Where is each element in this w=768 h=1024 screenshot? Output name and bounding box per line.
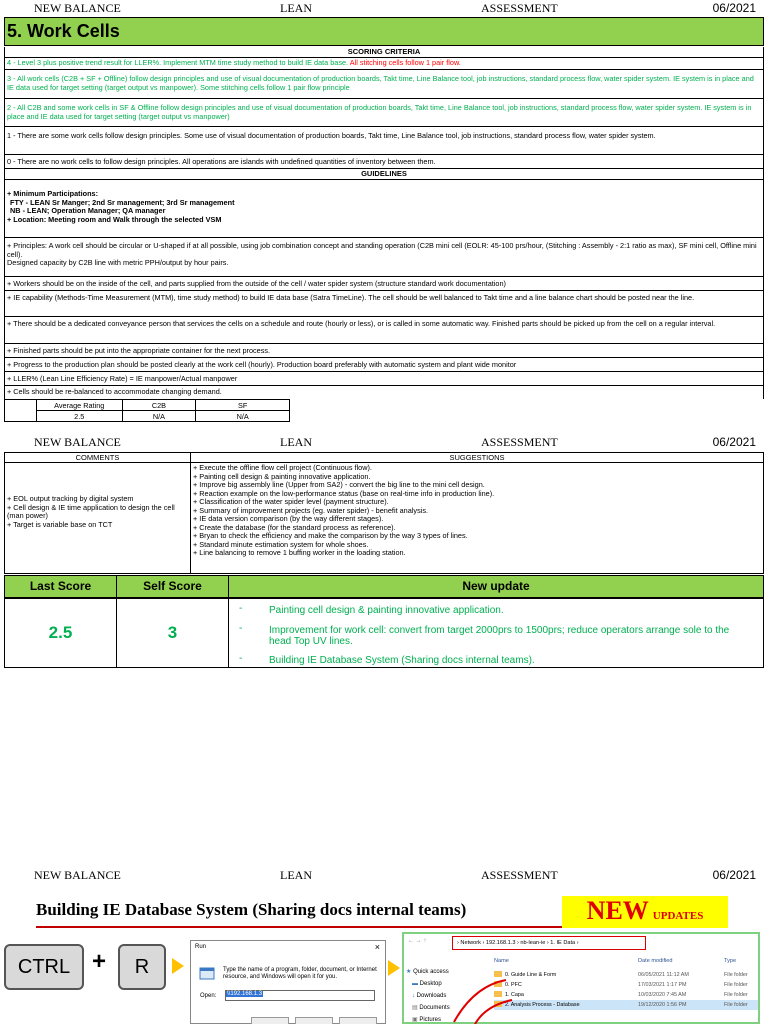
page-header-3 <box>0 867 768 883</box>
page-header <box>0 0 768 16</box>
cancel-button[interactable] <box>295 1017 333 1024</box>
bullet-dash-icon: - <box>239 603 243 614</box>
title-underline <box>36 926 562 928</box>
suggestion-item: + Summary of improvement projects (eg. water spider) - benefit analysis. <box>193 505 429 515</box>
document-icon: ▤ <box>412 1005 418 1011</box>
lean-label: LEAN <box>280 1 312 15</box>
date-label: 06/2021 <box>712 868 756 882</box>
rating-header-c2b: C2B <box>122 400 196 411</box>
dialog-buttons <box>251 1017 381 1024</box>
rating-header-row <box>5 400 290 411</box>
guideline-progress: + Progress to the production plan should be posted clearly at the work cell (hourly). Production board preferably with automatic system and plant wide monitor <box>4 358 764 372</box>
suggestion-item: + Bryan to check the efficiency and make the comparison by the way 3 types of lines. <box>193 531 468 540</box>
brand-label: NEW BALANCE <box>34 435 121 449</box>
file-explorer-window <box>402 932 760 1024</box>
comment-item: + Target is variable base on TCT <box>7 519 113 529</box>
sidebar-item-label: Downloads <box>416 993 447 999</box>
bullet-dash-icon: - <box>239 623 243 634</box>
update-text: Painting cell design & painting innovative application. <box>269 605 504 616</box>
file-date: 19/12/2020 1:56 PM <box>638 1002 687 1008</box>
new-update-heading: New update <box>228 575 764 598</box>
participations-line-1: + Minimum Participations: <box>7 189 99 198</box>
rating-header-average: Average Rating <box>36 400 122 411</box>
close-icon[interactable]: × <box>374 942 380 952</box>
column-name[interactable]: Name <box>494 958 509 964</box>
new-updates-badge <box>562 896 728 928</box>
page-header-2 <box>0 434 768 450</box>
lean-label: LEAN <box>280 435 312 449</box>
column-date[interactable]: Date modified <box>638 958 673 964</box>
comments-list <box>5 463 191 573</box>
r-key-icon: R <box>118 944 166 990</box>
assessment-label: ASSESSMENT <box>481 435 558 449</box>
update-text: Improvement for work cell: convert from target 2000prs to 1500prs; reduce operators arrange sole to the head Top UV lines. <box>269 625 730 647</box>
file-type: File folder <box>724 1002 748 1008</box>
badge-new-text: NEW <box>586 896 649 925</box>
suggestion-item: + Line balancing to remove 1 buffing worker in the loading station. <box>193 548 406 557</box>
comment-item: + Cell design & IE time application to design the cell (man power) <box>7 502 175 520</box>
guideline-workers: + Workers should be on the inside of the cell, and parts supplied from the outside of the cell / water spider system (structure standard work documentation) <box>4 277 764 291</box>
lean-label: LEAN <box>280 868 312 882</box>
self-score-value: 3 <box>116 598 229 668</box>
rating-sf-value: N/A <box>196 411 290 422</box>
desktop-icon: ▬ <box>412 981 418 987</box>
guideline-principles-text: + Principles: A work cell should be circular or U-shaped if at all possible, using job combination concept and standing operation (C2B mini cell (EOLR: 45-100 prs/hour, (Stitching : Assembly - 2:1 ratio as max), SF mini cell, Offline mini cell). <box>7 241 757 259</box>
sidebar-item-label: Pictures <box>419 1017 442 1023</box>
suggestion-item: + IE data version comparison (by the way different stages). <box>193 514 384 523</box>
rating-header-sf: SF <box>196 400 290 411</box>
comments-suggestions-table <box>4 452 764 574</box>
file-name: 2. Analysis Process - Database <box>505 1002 580 1008</box>
participations-line-4: + Location: Meeting room and Walk through the selected VSM <box>7 214 222 224</box>
bullet-dash-icon: - <box>239 653 243 664</box>
suggestion-item: + Painting cell design & painting innovative application. <box>193 471 371 481</box>
red-annotation-arrows <box>404 934 762 1024</box>
sidebar-item-label: Desktop <box>419 981 442 987</box>
suggestion-item: + Standard minute estimation system for whole shoes. <box>193 539 369 549</box>
criteria-level-3: 3 - All work cells (C2B + SF + Offline) follow design principles and use of visual documentation of production boards, Takt time, Line Balance tool, job instructions, standard process flow, water spider system. IE system is in place and IE data used for target setting (target output vs manpower). Some stitching cells follow 1 pair flow principle <box>4 70 764 99</box>
badge-updates-text: UPDATES <box>652 910 704 922</box>
column-type[interactable]: Type <box>724 958 737 964</box>
file-name: 1. Capa <box>505 992 524 998</box>
rating-c2b-value: N/A <box>122 411 196 422</box>
file-type: File folder <box>724 992 748 998</box>
ctrl-key-icon: CTRL <box>4 944 84 990</box>
last-score-heading: Last Score <box>4 575 117 598</box>
guideline-finished-parts: + Finished parts should be put into the appropriate container for the next process. <box>4 344 764 358</box>
file-date: 17/03/2021 1:17 PM <box>638 982 687 988</box>
assessment-label: ASSESSMENT <box>481 1 558 15</box>
rating-average-value: 2.5 <box>36 411 122 422</box>
section-title: 5. Work Cells <box>4 17 764 46</box>
sidebar-item-label: Documents <box>419 1005 450 1011</box>
date-label: 06/2021 <box>712 435 756 449</box>
participations-line-3: NB - LEAN; Operation Manager; QA manager <box>10 206 166 215</box>
guideline-participations <box>4 180 764 238</box>
picture-icon: ▣ <box>412 1017 418 1023</box>
brand-label: NEW BALANCE <box>34 1 121 15</box>
guideline-ller: + LLER% (Lean Line Efficiency Rate) = IE manpower/Actual manpower <box>4 372 764 386</box>
address-bar[interactable]: › Network › 192.168.1.3 › nb-lean-ie › 1. IE Data › <box>452 936 646 950</box>
open-label: Open: <box>200 993 217 999</box>
guidelines-heading: GUIDELINES <box>4 169 764 180</box>
open-input[interactable] <box>225 990 375 1001</box>
file-type: File folder <box>724 972 748 978</box>
self-score-heading: Self Score <box>116 575 229 598</box>
brand-label: NEW BALANCE <box>34 868 121 882</box>
file-type: File folder <box>724 982 748 988</box>
run-dialog <box>190 940 386 1024</box>
arrow-right-icon <box>172 958 184 974</box>
comment-item: + EOL output tracking by digital system <box>7 494 134 503</box>
suggestion-item: + Improve big assembly line (Upper from SA2) - convert the big line to the mini cell design. <box>193 480 485 489</box>
suggestion-item: + Reaction example on the low-performance status (base on real-time info in production line). <box>193 488 495 498</box>
sidebar-item-label: Quick access <box>413 969 449 975</box>
suggestion-item: + Classification of the water spider level (payment structure). <box>193 497 389 506</box>
suggestion-item: + Execute the offline flow cell project (Continuous flow). <box>193 463 372 472</box>
participations-line-2: FTY - LEAN Sr Manger; 2nd Sr management; 3rd Sr management <box>10 197 235 207</box>
suggestion-item: + Create the database (for the standard process as reference). <box>193 522 396 532</box>
guideline-principles <box>4 238 764 277</box>
guideline-ie-capability: + IE capability (Methods-Time Measurement (MTM), time study method) to build IE data base (Satra TimeLine). The cell should be well balanced to Takt time and a line balance chart should be posted near the line. <box>4 291 764 317</box>
suggestions-list <box>191 463 763 559</box>
new-update-list <box>228 598 764 668</box>
plus-icon: + <box>92 948 107 975</box>
rating-value-row <box>5 411 290 422</box>
download-icon: ↓ <box>412 993 415 999</box>
suggestions-heading: SUGGESTIONS <box>191 453 763 463</box>
update-text: Building IE Database System (Sharing docs internal teams). <box>269 655 535 666</box>
guideline-conveyance: + There should be a dedicated conveyance person that services the cells on a schedule and route (hourly or less), or is called in some automatic way. Finished parts should be picked up from the cell on a regular interval. <box>4 317 764 344</box>
criteria-level-0: 0 - There are no work cells to follow design principles. All operations are islands with undefined quantities of inventory between them. <box>4 155 764 169</box>
guideline-capacity-text: Designed capacity by C2B line with metric PPH/output by hour pairs. <box>7 258 229 267</box>
run-dialog-title: Run <box>195 944 207 950</box>
date-label: 06/2021 <box>712 1 756 15</box>
criteria-level-2: 2 - All C2B and some work cells in SF & Offline follow design principles and use of visual documentation of production boards, Takt time, Line Balance tool, job instructions, standard process flow, water spider system. IE system is in place and IE data used for target setting (target output vs manpower) <box>4 99 764 127</box>
criteria-level-1: 1 - There are some work cells follow design principles. Some use of visual documentation of production boards, Takt time, Line Balance tool, job instructions, standard process flow, water spider system. <box>4 127 764 155</box>
scoring-criteria-heading: SCORING CRITERIA <box>4 47 764 58</box>
run-dialog-description: Type the name of a program, folder, document, or Internet resource, and Windows will open it for you. <box>223 967 377 980</box>
arrow-right-icon <box>388 960 400 976</box>
open-input-value: \\192.168.1.3 <box>227 991 263 997</box>
rating-table <box>4 399 290 422</box>
run-icon <box>199 967 215 981</box>
browse-button[interactable] <box>339 1017 377 1024</box>
criteria-level-4 <box>4 58 764 70</box>
comments-heading: COMMENTS <box>5 453 191 463</box>
file-date: 10/03/2020 7:45 AM <box>638 992 687 998</box>
ok-button[interactable] <box>251 1017 289 1024</box>
nav-arrows-icon[interactable]: ← → ↑ <box>408 938 427 944</box>
last-score-value: 2.5 <box>4 598 117 668</box>
slide-title: Building IE Database System (Sharing docs internal teams) <box>36 900 467 919</box>
criteria-level-4-highlight: All stitching cells follow 1 pair flow. <box>349 58 461 67</box>
criteria-level-4-text: 4 - Level 3 plus positive trend result for LLER%. Implement MTM time study method to build IE data base. <box>7 58 349 67</box>
assessment-label: ASSESSMENT <box>481 868 558 882</box>
star-icon: ★ <box>406 969 412 975</box>
file-name: 0. Guide Line & Form <box>505 972 557 978</box>
file-name: 0. PFC <box>505 982 522 988</box>
guideline-rebalance: + Cells should be re-balanced to accommodate changing demand. <box>4 386 764 399</box>
file-date: 06/05/2021 11:12 AM <box>638 972 689 978</box>
